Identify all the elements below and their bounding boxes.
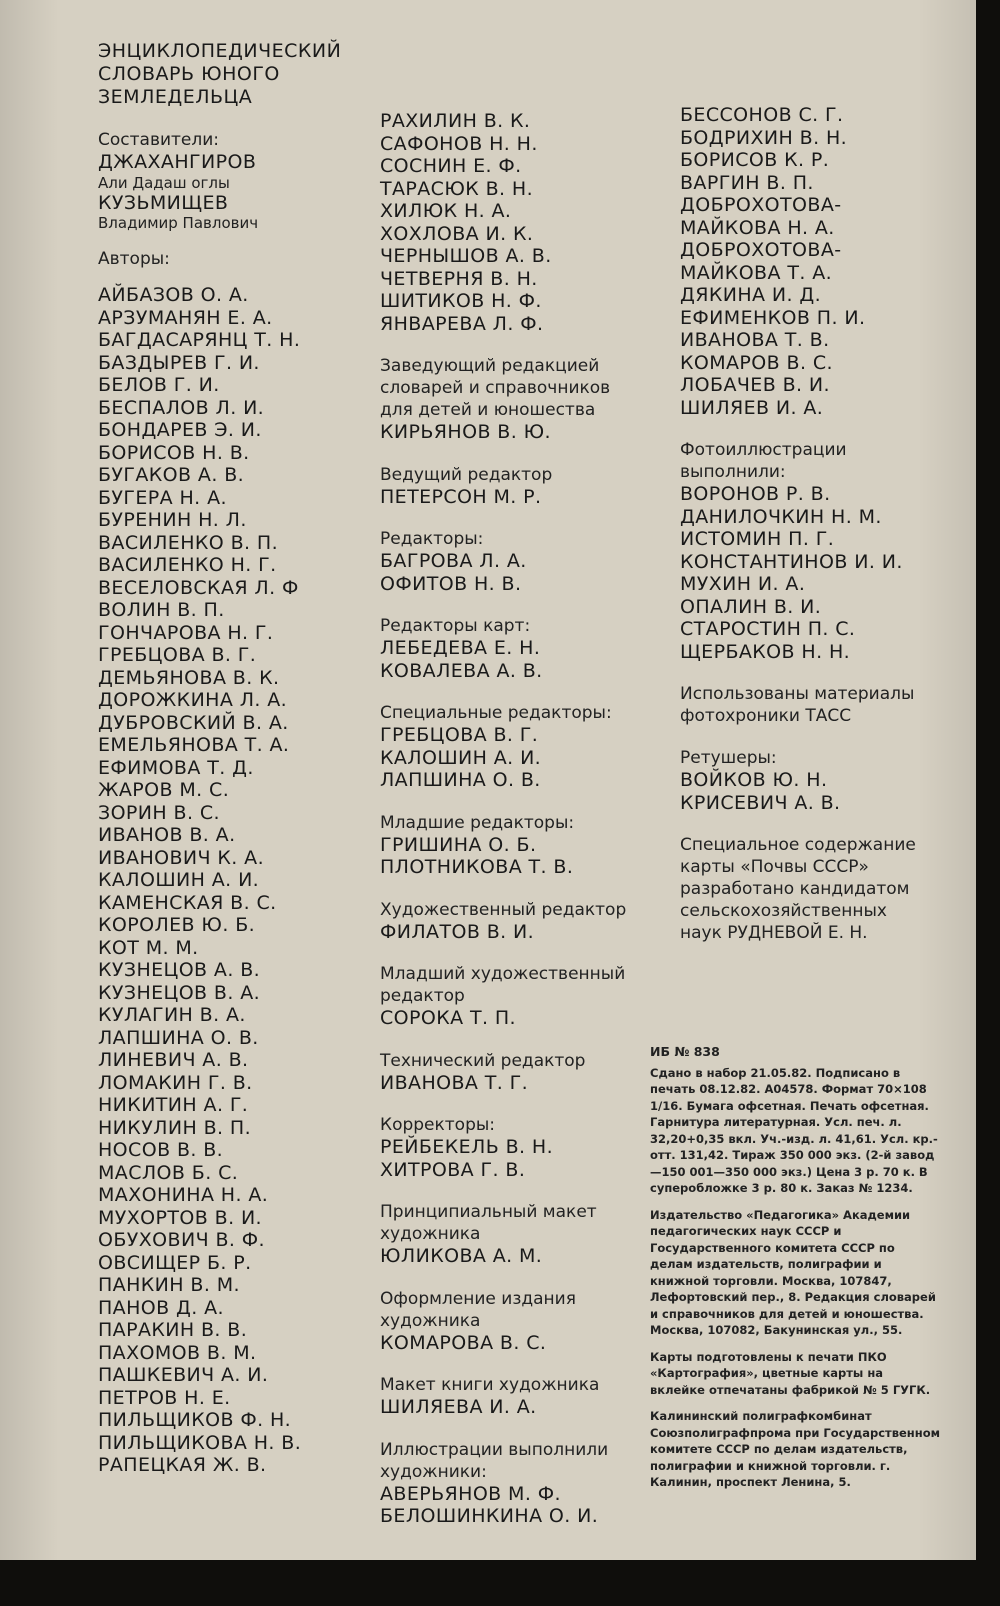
imprint-block (650, 1044, 940, 1501)
author-name: ПАНОВ Д. А. (98, 1296, 224, 1319)
compiler-given: Али Дадаш оглы (98, 173, 230, 192)
credit-name: КОВАЛЕВА А. В. (380, 659, 543, 682)
compiler-given: Владимир Павлович (98, 214, 259, 232)
author-name: КУЗНЕЦОВ В. А. (98, 981, 261, 1004)
author-name: ТАРАСЮК В. Н. (380, 177, 534, 200)
imprint-paragraph: Сдано в набор 21.05.82. Подписано в печать 08.12.82. А04578. Формат 70×108 1/16. Бумага офсетная. Печать офсетная. Гарнитура литературная. Усл. печ. л. 32,20+0,35 вкл. Уч.-изд. л. 41,61. Усл. кр.-отт. 131,42. Тираж 350 000 экз. (2-й завод —150 001—350 000 экз.) Цена 3 р. 70 к. В суперобложке 3 р. 80 к. Заказ № 1234. (650, 1065, 938, 1195)
title-line: СЛОВАРЬ ЮНОГО (98, 63, 280, 85)
book-title (98, 40, 368, 109)
author-name: ДОРОЖКИНА Л. А. (98, 689, 288, 711)
author-name: ДЯКИНА И. Д. (680, 284, 822, 306)
author-name: НОСОВ В. В. (98, 1139, 224, 1161)
credit-group (380, 1201, 650, 1268)
credit-name: ПЛОТНИКОВА Т. В. (380, 856, 574, 878)
author-name: ЕФИМОВА Т. Д. (98, 756, 254, 779)
author-name: БАЗДЫРЕВ Г. И. (98, 351, 260, 374)
credit-group (380, 528, 650, 595)
author-name: ПАШКЕВИЧ А. И. (98, 1364, 269, 1386)
credit-name: ОФИТОВ Н. В. (380, 572, 522, 595)
credit-group (680, 834, 930, 944)
credit-label: Специальное содержание (680, 835, 916, 855)
credit-name: ИСТОМИН П. Г. (680, 528, 835, 550)
author-name: ДЕМЬЯНОВА В. К. (98, 666, 280, 689)
author-name: БОРИСОВ Н. В. (98, 441, 250, 464)
author-name: БЕССОНОВ С. Г. (680, 104, 844, 126)
author-name: ПИЛЬЩИКОВ Ф. Н. (98, 1409, 292, 1431)
author-name: ЧЕТВЕРНЯ В. Н. (380, 267, 538, 290)
credit-name: ШИЛЯЕВА И. А. (380, 1396, 537, 1418)
author-name: МАСЛОВ Б. С. (98, 1161, 239, 1184)
credit-label: Художественный редактор (380, 899, 627, 920)
author-name: БУГАКОВ А. В. (98, 464, 245, 486)
author-name: ЛОМАКИН Г. В. (98, 1071, 253, 1094)
author-name: БОНДАРЕВ Э. И. (98, 419, 262, 441)
credit-label: фотохроники ТАСС (680, 706, 852, 726)
credit-label: Заведующий редакцией (380, 356, 600, 376)
credit-group (380, 963, 650, 1030)
author-name: БУРЕНИН Н. Л. (98, 509, 247, 531)
author-name: ЧЕРНЫШОВ А. В. (380, 245, 552, 267)
author-name: БОДРИХИН В. Н. (680, 126, 848, 149)
credit-name: ПЕТЕРСОН М. Р. (380, 485, 542, 508)
author-name: ПИЛЬЩИКОВА Н. В. (98, 1431, 302, 1454)
author-name: КУЗНЕЦОВ А. В. (98, 959, 261, 981)
author-name: ВЕСЕЛОВСКАЯ Л. Ф (98, 576, 299, 599)
author-name: СОСНИН Е. Ф. (380, 155, 522, 177)
credit-name: ДАНИЛОЧКИН Н. М. (680, 505, 882, 528)
author-name: ДОБРОХОТОВА- (680, 194, 842, 216)
author-name: ПАХОМОВ В. М. (98, 1341, 257, 1364)
credit-label: Принципиальный макет (380, 1202, 597, 1222)
credit-name: СОРОКА Т. П. (380, 1007, 516, 1029)
author-name: ЛОБАЧЕВ В. И. (680, 374, 830, 396)
compiler-surname: ДЖАХАНГИРОВ (98, 151, 257, 173)
credit-label: Использованы материалы (680, 684, 915, 704)
author-name: ВАРГИН В. П. (680, 171, 814, 194)
credit-name: ОПАЛИН В. И. (680, 595, 822, 618)
credits-middle (380, 355, 650, 1528)
credit-name: СТАРОСТИН П. С. (680, 618, 856, 640)
author-name: КУЛАГИН В. А. (98, 1004, 246, 1026)
credit-label: словарей и справочников (380, 378, 611, 398)
author-name: РАХИЛИН В. К. (380, 110, 531, 132)
credit-label: Младший художественный (380, 964, 626, 984)
author-name: ВАСИЛЕНКО Н. Г. (98, 554, 277, 576)
author-name: ЕМЕЛЬЯНОВА Т. А. (98, 734, 290, 756)
credit-name: ЮЛИКОВА А. М. (380, 1245, 543, 1267)
author-name: БУГЕРА Н. А. (98, 486, 227, 509)
credit-label: Младшие редакторы: (380, 812, 575, 833)
credit-name: ФИЛАТОВ В. И. (380, 920, 535, 943)
column-left (98, 40, 368, 1477)
author-name: ПАНКИН В. М. (98, 1274, 240, 1296)
column-middle (380, 110, 650, 1528)
author-name: МУХОРТОВ В. И. (98, 1206, 263, 1229)
authors-list-left (98, 284, 368, 1477)
credit-group (380, 899, 650, 944)
credit-name: КОМАРОВА В. С. (380, 1331, 547, 1354)
credit-name: КИРЬЯНОВ В. Ю. (380, 421, 551, 443)
author-name: ЛИНЕВИЧ А. В. (98, 1049, 249, 1071)
credit-group (380, 464, 650, 509)
credit-name: ИВАНОВА Т. Г. (380, 1071, 529, 1094)
credit-group (380, 812, 650, 879)
author-name: ЛАПШИНА О. В. (98, 1026, 259, 1049)
author-name: ВАСИЛЕНКО В. П. (98, 531, 279, 554)
imprint-paragraph: Издательство «Педагогика» Академии педагогических наук СССР и Государственного комитета СССР по делам издательств, полиграфии и книжной торговли. Москва, 107847, Лефортовский пер., 8. Редакция словарей и справочников для детей и юношества. Москва, 107082, Бакунинская ул., 55. (650, 1207, 936, 1337)
credit-label: художники: (380, 1461, 487, 1482)
credit-name: МУХИН И. А. (680, 573, 806, 595)
author-name: ЯНВАРЕВА Л. Ф. (380, 312, 544, 335)
credit-label: Иллюстрации выполнили (380, 1439, 609, 1460)
credit-label: наук РУДНЕВОЙ Е. Н. (680, 923, 868, 943)
credit-group (380, 1114, 650, 1181)
credit-group (380, 615, 650, 682)
author-name: ПАРАКИН В. В. (98, 1319, 248, 1341)
credit-name: ГРИШИНА О. Б. (380, 833, 537, 856)
author-name: БЕЛОВ Г. И. (98, 374, 220, 396)
title-line: ЭНЦИКЛОПЕДИЧЕСКИЙ (98, 40, 342, 62)
authors-section (98, 248, 368, 1477)
imprint-paragraph: Карты подготовлены к печати ПКО «Картография», цветные карты на вклейке отпечатаны фабрикой № 5 ГУГК. (650, 1349, 931, 1397)
credit-label: художника (380, 1310, 481, 1331)
author-name: ЗОРИН В. С. (98, 801, 220, 824)
credit-label: карты «Почвы СССР» (680, 857, 869, 877)
credit-name: ГРЕБЦОВА В. Г. (380, 724, 539, 746)
author-name: БОРИСОВ К. Р. (680, 149, 830, 171)
credit-group (680, 683, 930, 727)
author-name: НИКИТИН А. Г. (98, 1094, 249, 1116)
compiler-surname: КУЗЬМИЩЕВ (98, 191, 229, 214)
credit-label: разработано кандидатом (680, 879, 910, 899)
credit-label: для детей и юношества (380, 400, 596, 420)
credit-name: ХИТРОВА Г. В. (380, 1158, 526, 1181)
author-name: ИВАНОВА Т. В. (680, 329, 830, 351)
author-name: КОРОЛЕВ Ю. Б. (98, 914, 256, 936)
credit-group (680, 747, 930, 814)
author-name: АЙБАЗОВ О. А. (98, 284, 249, 306)
credit-label: Фотоиллюстрации (680, 440, 847, 460)
author-name: НИКУЛИН В. П. (98, 1116, 252, 1139)
author-name: ОБУХОВИЧ В. Ф. (98, 1229, 265, 1251)
credit-group (680, 439, 930, 663)
credit-name: РЕЙБЕКЕЛЬ В. Н. (380, 1136, 554, 1158)
author-name: ШИЛЯЕВ И. А. (680, 396, 824, 419)
author-name: МАЙКОВА Н. А. (680, 216, 835, 239)
credit-name: АВЕРЬЯНОВ М. Ф. (380, 1482, 561, 1505)
credit-label: Редакторы карт: (380, 616, 531, 636)
author-name: МАЙКОВА Т. А. (680, 261, 833, 284)
credit-label: Специальные редакторы: (380, 703, 612, 723)
author-name: ШИТИКОВ Н. Ф. (380, 290, 542, 312)
author-name: БЕСПАЛОВ Л. И. (98, 396, 265, 419)
credit-name: ВОЙКОВ Ю. Н. (680, 769, 828, 791)
title-line: ЗЕМЛЕДЕЛЬЦА (98, 86, 253, 108)
credit-name: ЛАПШИНА О. В. (380, 769, 541, 791)
credit-group (380, 355, 650, 444)
credit-name: КАЛОШИН А. И. (380, 746, 542, 769)
author-name: БАГДАСАРЯНЦ Т. Н. (98, 329, 301, 351)
compilers-label: Составители: (98, 130, 220, 150)
author-name: КАЛОШИН А. И. (98, 869, 260, 891)
author-name: ОВСИЩЕР Б. Р. (98, 1251, 252, 1274)
credit-group (380, 1374, 650, 1419)
credit-label: выполнили: (680, 462, 786, 482)
author-name: ИВАНОВ В. А. (98, 824, 236, 846)
credit-group (380, 1288, 650, 1355)
credit-name: БАГРОВА Л. А. (380, 550, 527, 572)
credit-label: Ретушеры: (680, 748, 777, 768)
credit-label: сельскохозяйственных (680, 901, 887, 921)
author-name: ГРЕБЦОВА В. Г. (98, 644, 257, 666)
credit-label: Макет книги художника (380, 1375, 600, 1395)
compilers-section (98, 129, 368, 232)
credit-name: ЛЕБЕДЕВА Е. Н. (380, 637, 541, 659)
author-name: ВОЛИН В. П. (98, 599, 225, 621)
authors-list-middle (380, 110, 650, 335)
column-right (680, 104, 930, 944)
author-name: ХИЛЮК Н. А. (380, 200, 512, 222)
credit-group (380, 1439, 650, 1528)
author-name: ДУБРОВСКИЙ В. А. (98, 711, 289, 734)
credit-label: Ведущий редактор (380, 464, 553, 485)
author-name: КОМАРОВ В. С. (680, 351, 833, 374)
author-name: ГОНЧАРОВА Н. Г. (98, 621, 274, 644)
credit-label: Редакторы: (380, 529, 484, 549)
imprint-ib: ИБ № 838 (650, 1044, 720, 1059)
credit-group (380, 1050, 650, 1095)
author-name: РАПЕЦКАЯ Ж. В. (98, 1454, 267, 1476)
credit-label: Корректоры: (380, 1115, 496, 1135)
author-name: ПЕТРОВ Н. Е. (98, 1386, 231, 1409)
author-name: ХОХЛОВА И. К. (380, 222, 534, 245)
author-name: КАМЕНСКАЯ В. С. (98, 891, 277, 914)
credit-name: ВОРОНОВ Р. В. (680, 483, 831, 505)
author-name: МАХОНИНА Н. А. (98, 1184, 269, 1206)
credit-label: художника (380, 1224, 481, 1244)
author-name: ЖАРОВ М. С. (98, 779, 230, 801)
credit-label: редактор (380, 986, 465, 1006)
credits-right (680, 439, 930, 944)
author-name: САФОНОВ Н. Н. (380, 132, 538, 155)
credit-label: Технический редактор (380, 1050, 586, 1071)
credit-name: КРИСЕВИЧ А. В. (680, 791, 841, 814)
authors-list-right (680, 104, 930, 419)
credit-name: КОНСТАНТИНОВ И. И. (680, 550, 903, 573)
author-name: КОТ М. М. (98, 936, 199, 959)
author-name: ИВАНОВИЧ К. А. (98, 846, 265, 869)
author-name: АРЗУМАНЯН Е. А. (98, 306, 273, 329)
imprint-paragraph: Калининский полиграфкомбинат Союзполиграфпрома при Государственном комитете СССР по делам издательств, полиграфии и книжной торговли. г. Калинин, проспект Ленина, 5. (650, 1409, 940, 1489)
credit-label: Оформление издания (380, 1288, 576, 1309)
author-name: ЕФИМЕНКОВ П. И. (680, 306, 866, 329)
credit-group (380, 702, 650, 792)
author-name: ДОБРОХОТОВА- (680, 239, 842, 261)
credit-name: ЩЕРБАКОВ Н. Н. (680, 640, 851, 663)
credit-name: БЕЛОШИНКИНА О. И. (380, 1505, 599, 1527)
authors-label: Авторы: (98, 249, 170, 269)
